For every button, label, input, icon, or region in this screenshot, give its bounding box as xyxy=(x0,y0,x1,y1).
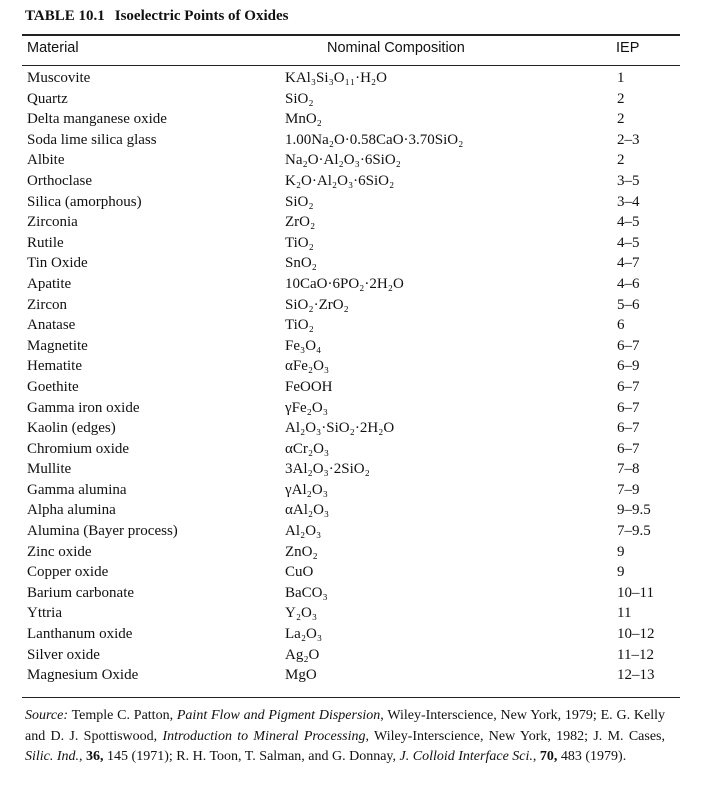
iep-cell: 6–7 xyxy=(617,378,640,395)
source-text: , Wiley-Interscience, New York, 1982; J. M. Cases, xyxy=(365,728,665,744)
material-cell: Soda lime silica glass xyxy=(27,131,157,148)
composition-cell: FeOOH xyxy=(285,378,333,395)
source-text: 483 (1979). xyxy=(557,749,627,764)
composition-cell: Ag₂O xyxy=(285,646,320,663)
composition-cell: γFe₂O₃ xyxy=(285,399,328,416)
composition-cell: 3Al₂O₃·2SiO₂ xyxy=(285,461,370,478)
table-number: TABLE 10.1 xyxy=(25,8,105,24)
composition-cell: αFe₂O₃ xyxy=(285,358,330,375)
material-cell: Zircon xyxy=(27,296,67,313)
material-cell: Albite xyxy=(27,152,65,169)
table-row xyxy=(0,665,707,686)
composition-cell: γAl₂O₃ xyxy=(285,481,328,498)
table-row xyxy=(0,192,707,213)
table-row xyxy=(0,542,707,563)
material-cell: Alpha alumina xyxy=(27,502,116,519)
table-row xyxy=(0,480,707,501)
table-row xyxy=(0,439,707,460)
table-row xyxy=(0,500,707,521)
source-citation-title: Silic. Ind. xyxy=(25,749,80,764)
iep-cell: 6–7 xyxy=(617,440,640,457)
composition-cell: MgO xyxy=(285,667,317,684)
composition-cell: Fe₃O₄ xyxy=(285,337,322,354)
iep-cell: 11 xyxy=(617,605,632,622)
composition-cell: Al₂O₃ xyxy=(285,523,322,540)
table-row xyxy=(0,295,707,316)
composition-cell: SiO₂ xyxy=(285,90,314,107)
iep-cell: 12–13 xyxy=(617,667,655,684)
iep-cell: 1 xyxy=(617,70,625,86)
iep-cell: 6–7 xyxy=(617,420,640,437)
table-row xyxy=(0,212,707,233)
composition-cell: TiO₂ xyxy=(285,317,314,334)
iep-cell: 2–3 xyxy=(617,131,640,148)
material-cell: Chromium oxide xyxy=(27,440,130,457)
material-cell: Lanthanum oxide xyxy=(27,626,133,643)
material-cell: Magnetite xyxy=(27,337,88,354)
table-title: Isoelectric Points of Oxides xyxy=(114,8,289,24)
iep-cell: 2 xyxy=(617,90,625,107)
table-row xyxy=(0,583,707,604)
table-row xyxy=(0,109,707,130)
table-row xyxy=(0,398,707,419)
iep-cell: 9 xyxy=(617,564,625,581)
iep-cell: 7–8 xyxy=(617,461,640,478)
material-cell: Zirconia xyxy=(27,214,78,231)
material-cell: Anatase xyxy=(27,317,76,334)
table-row xyxy=(0,171,707,192)
material-cell: Rutile xyxy=(27,234,64,251)
material-cell: Silica (amorphous) xyxy=(27,193,142,210)
material-cell: Kaolin (edges) xyxy=(27,420,116,437)
source-volume: 36, xyxy=(86,749,104,764)
source-note xyxy=(25,706,665,768)
composition-cell: Al₂O₃·SiO₂·2H₂O xyxy=(285,420,395,437)
table-row xyxy=(0,562,707,583)
iep-cell: 6–9 xyxy=(617,358,640,375)
column-header-iep: IEP xyxy=(616,40,640,56)
iep-cell: 4–7 xyxy=(617,255,640,272)
table-row xyxy=(0,356,707,377)
iep-cell: 9–9.5 xyxy=(617,502,651,519)
iep-cell: 3–4 xyxy=(617,193,640,210)
source-text: Temple C. Patton, xyxy=(68,708,177,723)
table-row xyxy=(0,418,707,439)
iep-cell: 6 xyxy=(617,317,625,334)
column-header-material: Material xyxy=(27,40,79,56)
iep-cell: 5–6 xyxy=(617,296,640,313)
composition-cell: Y₂O₃ xyxy=(285,605,318,622)
material-cell: Orthoclase xyxy=(27,172,92,189)
source-text: , Wiley-Interscience, New York, 1979; E. G. Kelly and D. J. Spottiswood, xyxy=(25,708,665,744)
material-cell: Apatite xyxy=(27,275,72,292)
table-row xyxy=(0,68,707,89)
material-cell: Tin Oxide xyxy=(27,255,88,272)
iep-cell: 11–12 xyxy=(617,646,654,663)
material-cell: Alumina (Bayer process) xyxy=(27,523,178,540)
material-cell: Barium carbonate xyxy=(27,584,135,601)
iep-cell: 10–12 xyxy=(617,626,655,643)
source-text: , xyxy=(79,749,87,764)
composition-cell: αCr₂O₃ xyxy=(285,440,330,457)
table-row xyxy=(0,233,707,254)
material-cell: Gamma alumina xyxy=(27,481,127,498)
material-cell: Magnesium Oxide xyxy=(27,667,139,684)
table-row xyxy=(0,377,707,398)
material-cell: Delta manganese oxide xyxy=(27,111,167,128)
composition-cell: SnO₂ xyxy=(285,255,317,272)
composition-cell: MnO₂ xyxy=(285,111,322,128)
table-row xyxy=(0,274,707,295)
table-row xyxy=(0,336,707,357)
composition-cell: Na₂O·Al₂O₃·6SiO₂ xyxy=(285,152,401,169)
composition-cell: ZnO₂ xyxy=(285,543,318,560)
table-row xyxy=(0,459,707,480)
composition-cell: SiO₂ xyxy=(285,193,314,210)
iep-cell: 9 xyxy=(617,543,625,560)
composition-cell: CuO xyxy=(285,564,314,581)
material-cell: Goethite xyxy=(27,378,79,395)
table-row xyxy=(0,253,707,274)
table-row xyxy=(0,645,707,666)
material-cell: Mullite xyxy=(27,461,72,478)
iep-cell: 4–5 xyxy=(617,214,640,231)
top-rule xyxy=(22,34,680,36)
material-cell: Yttria xyxy=(27,605,62,622)
material-cell: Zinc oxide xyxy=(27,543,92,560)
iep-cell: 7–9 xyxy=(617,481,640,498)
composition-cell: 10CaO·6PO₂·2H₂O xyxy=(285,275,404,292)
iep-cell: 7–9.5 xyxy=(617,523,651,540)
source-citation-title: J. Colloid Interface Sci. xyxy=(399,749,533,764)
table-row xyxy=(0,603,707,624)
table-row xyxy=(0,624,707,645)
composition-cell: αAl₂O₃ xyxy=(285,502,330,519)
iep-cell: 2 xyxy=(617,152,625,169)
material-cell: Muscovite xyxy=(27,70,91,86)
composition-cell: SiO₂·ZrO₂ xyxy=(285,296,349,313)
table-row xyxy=(0,130,707,151)
table-caption xyxy=(25,8,288,25)
composition-cell: BaCO₃ xyxy=(285,584,328,601)
iep-cell: 3–5 xyxy=(617,172,640,189)
table-row xyxy=(0,89,707,110)
iep-cell: 2 xyxy=(617,111,625,128)
source-text: 145 (1971); R. H. Toon, T. Salman, and G. Donnay, xyxy=(103,749,400,764)
material-cell: Copper oxide xyxy=(27,564,109,581)
source-label: Source: xyxy=(25,708,69,723)
composition-cell: ZrO₂ xyxy=(285,214,316,231)
column-header-composition: Nominal Composition xyxy=(327,40,465,56)
material-cell: Silver oxide xyxy=(27,646,100,663)
table-row xyxy=(0,315,707,336)
source-citation-title: Introduction to Mineral Processing xyxy=(162,728,366,744)
bottom-rule xyxy=(22,697,680,698)
composition-cell: KAl₃Si₃O₁₁·H₂O xyxy=(285,70,387,86)
material-cell: Quartz xyxy=(27,90,68,107)
iep-cell: 4–5 xyxy=(617,234,640,251)
composition-cell: 1.00Na₂O·0.58CaO·3.70SiO₂ xyxy=(285,131,464,148)
iep-cell: 6–7 xyxy=(617,399,640,416)
source-text: , xyxy=(532,749,540,764)
table-body xyxy=(0,68,707,686)
source-citation-title: Paint Flow and Pigment Dispersion xyxy=(176,708,381,723)
composition-cell: K₂O·Al₂O₃·6SiO₂ xyxy=(285,172,395,189)
table-row xyxy=(0,521,707,542)
composition-cell: TiO₂ xyxy=(285,234,314,251)
source-volume: 70, xyxy=(539,749,558,764)
material-cell: Hematite xyxy=(27,358,82,375)
iep-cell: 6–7 xyxy=(617,337,640,354)
composition-cell: La₂O₃ xyxy=(285,626,323,643)
table-row xyxy=(0,150,707,171)
iep-cell: 4–6 xyxy=(617,275,640,292)
material-cell: Gamma iron oxide xyxy=(27,399,140,416)
iep-cell: 10–11 xyxy=(617,584,654,601)
header-rule xyxy=(22,65,680,66)
